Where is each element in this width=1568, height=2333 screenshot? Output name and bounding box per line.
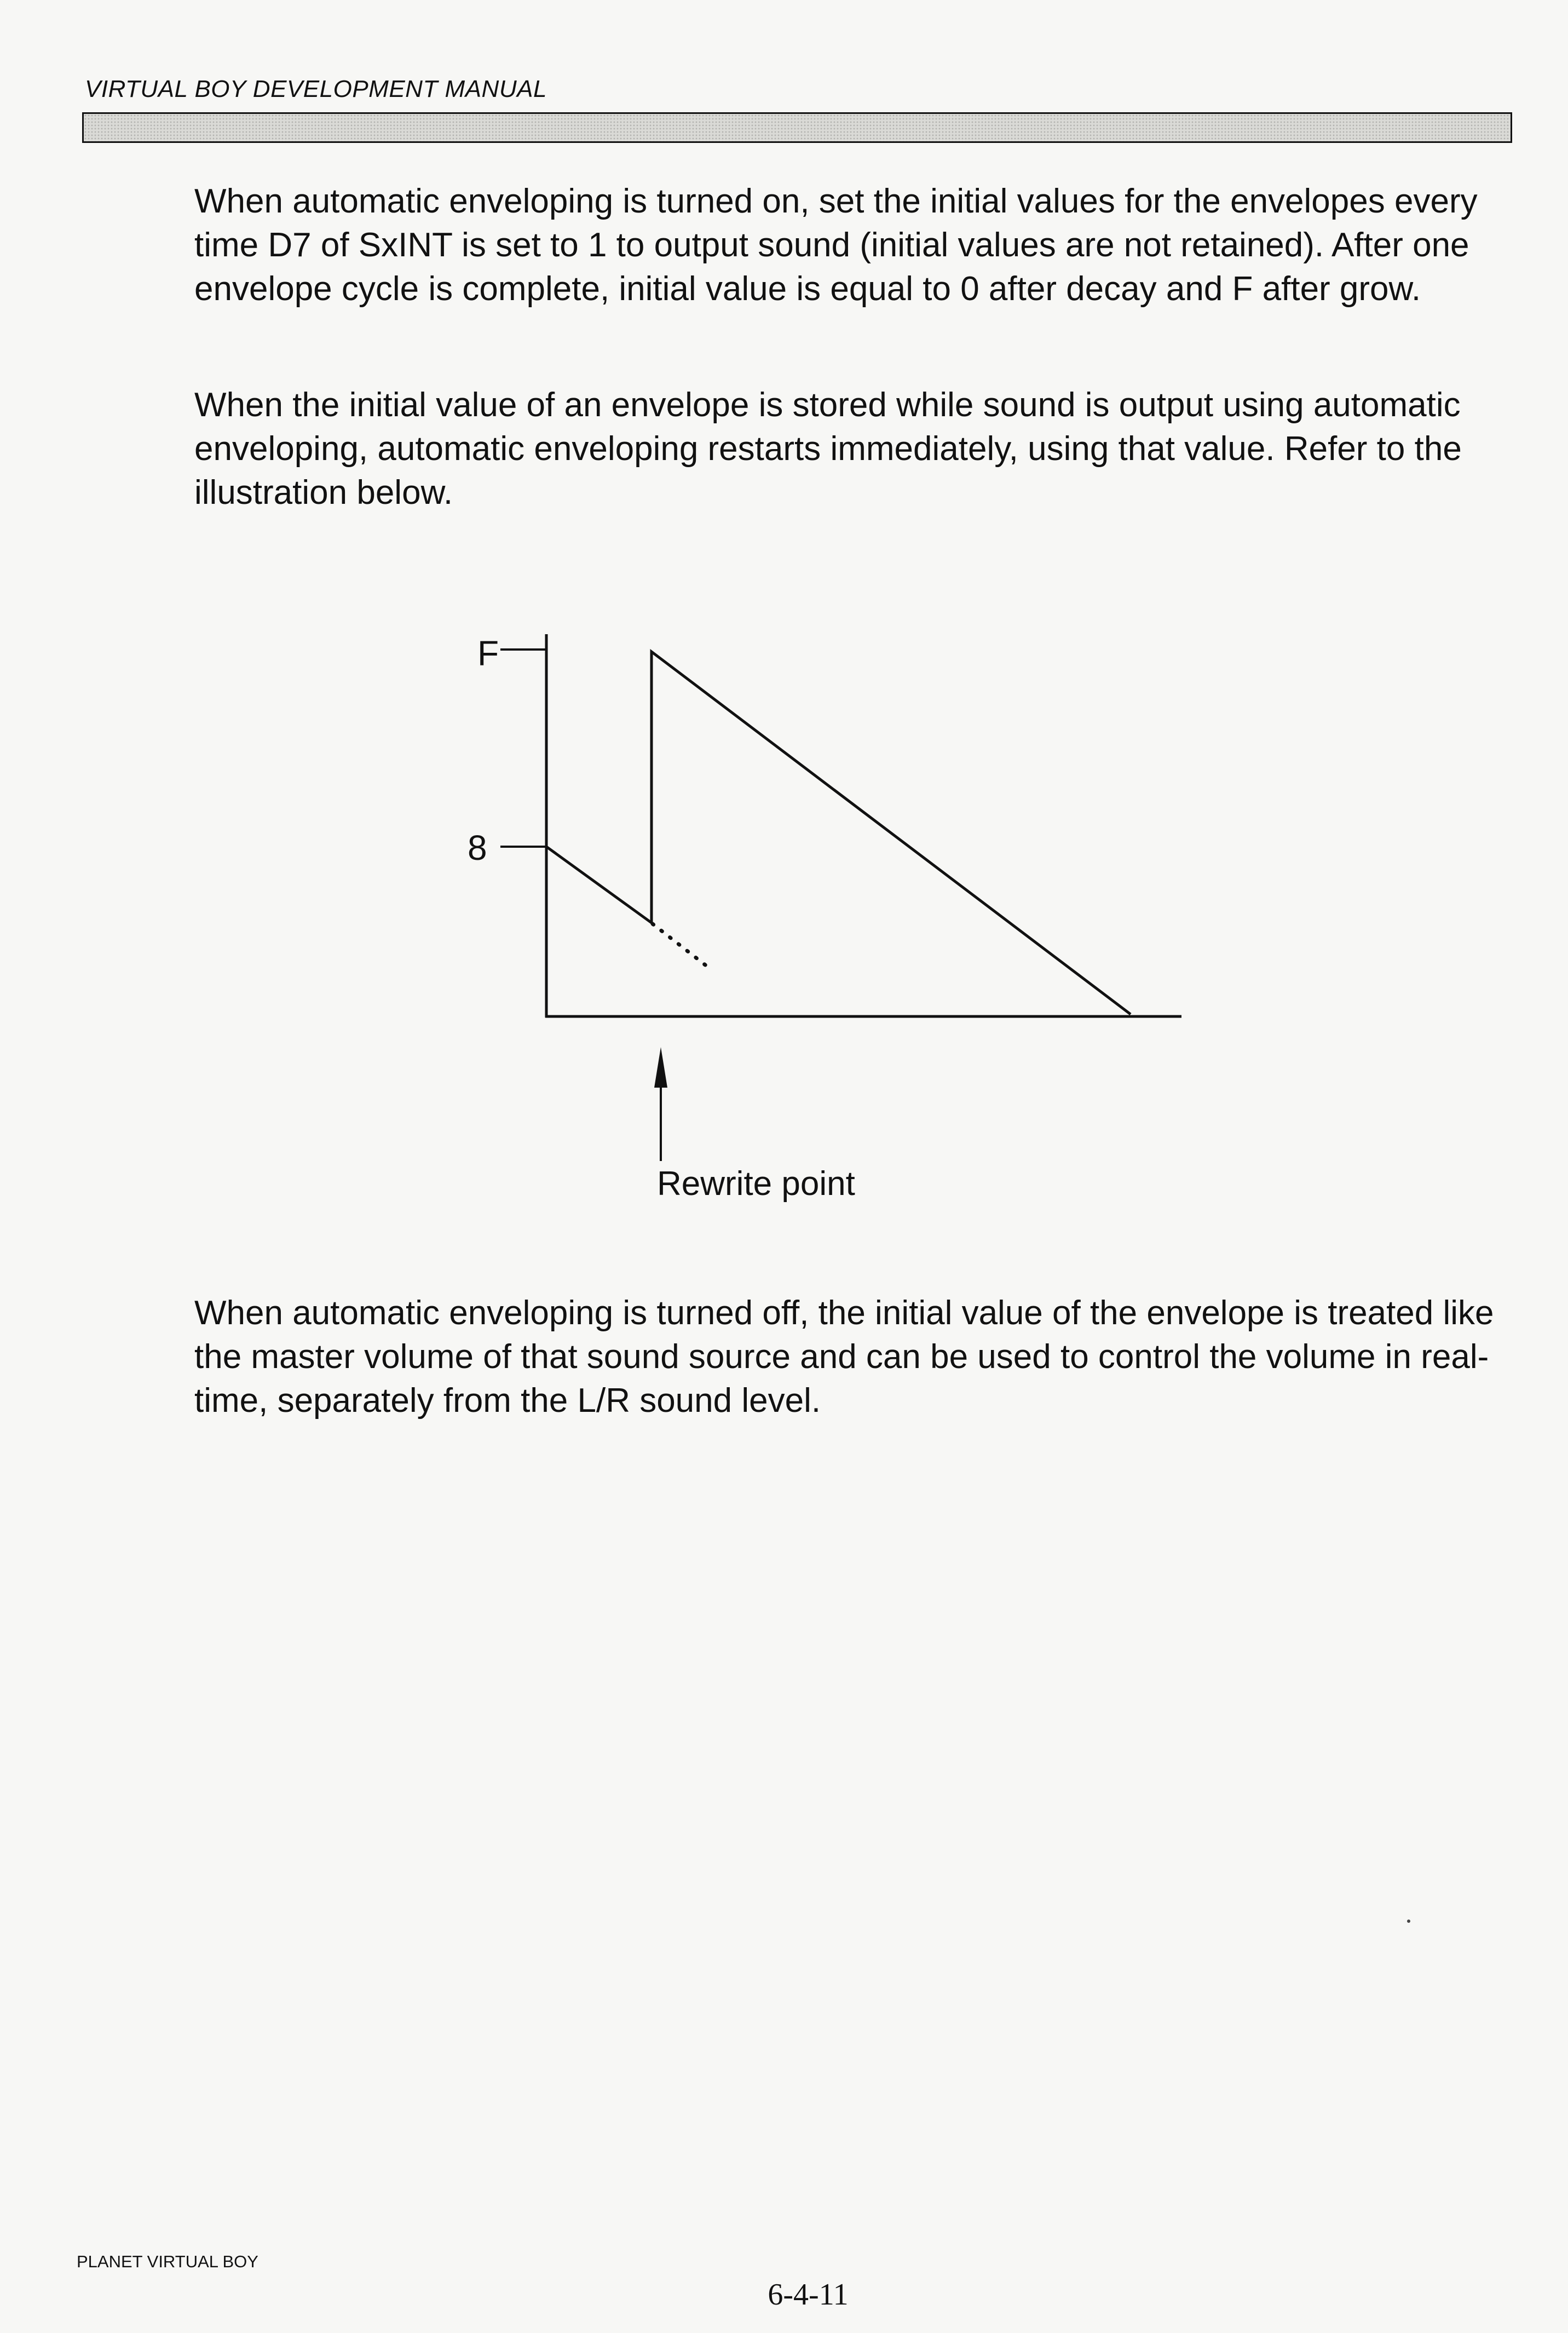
header-bar (82, 112, 1512, 143)
header-title: VIRTUAL BOY DEVELOPMENT MANUAL (85, 76, 547, 102)
scan-speck (1407, 1920, 1410, 1923)
rewrite-point-label: Rewrite point (657, 1165, 855, 1203)
y-label-8: 8 (468, 828, 487, 867)
envelope-curve (546, 652, 1131, 1014)
footer-publisher: PLANET VIRTUAL BOY (77, 2252, 258, 2271)
page-number: 6-4-11 (768, 2278, 849, 2312)
paragraph-envelope-restart: When the initial value of an envelope is stored while sound is output using automatic enveloping, automatic enveloping restarts immediately, using that value. Refer to the illustration below. (194, 386, 1462, 512)
y-label-F: F (477, 634, 499, 673)
envelope-diagram (449, 624, 1215, 1227)
paragraph-auto-envelope-on: When automatic enveloping is turned on, set the initial values for the envelopes every time D7 of SxINT is set to 1 to output sound (initial values are not retained). After one envelope cycle is complete, initial value is equal to 0 after decay and F after grow. (194, 182, 1478, 308)
rewrite-arrow-head (654, 1047, 667, 1088)
paragraph-auto-envelope-off: When automatic enveloping is turned off, the initial value of the envelope is treated like the master volume of that sound source and can be used to control the volume in real-time, separately from the L/R sound level. (194, 1294, 1494, 1420)
original-decay-continuation (653, 924, 707, 967)
